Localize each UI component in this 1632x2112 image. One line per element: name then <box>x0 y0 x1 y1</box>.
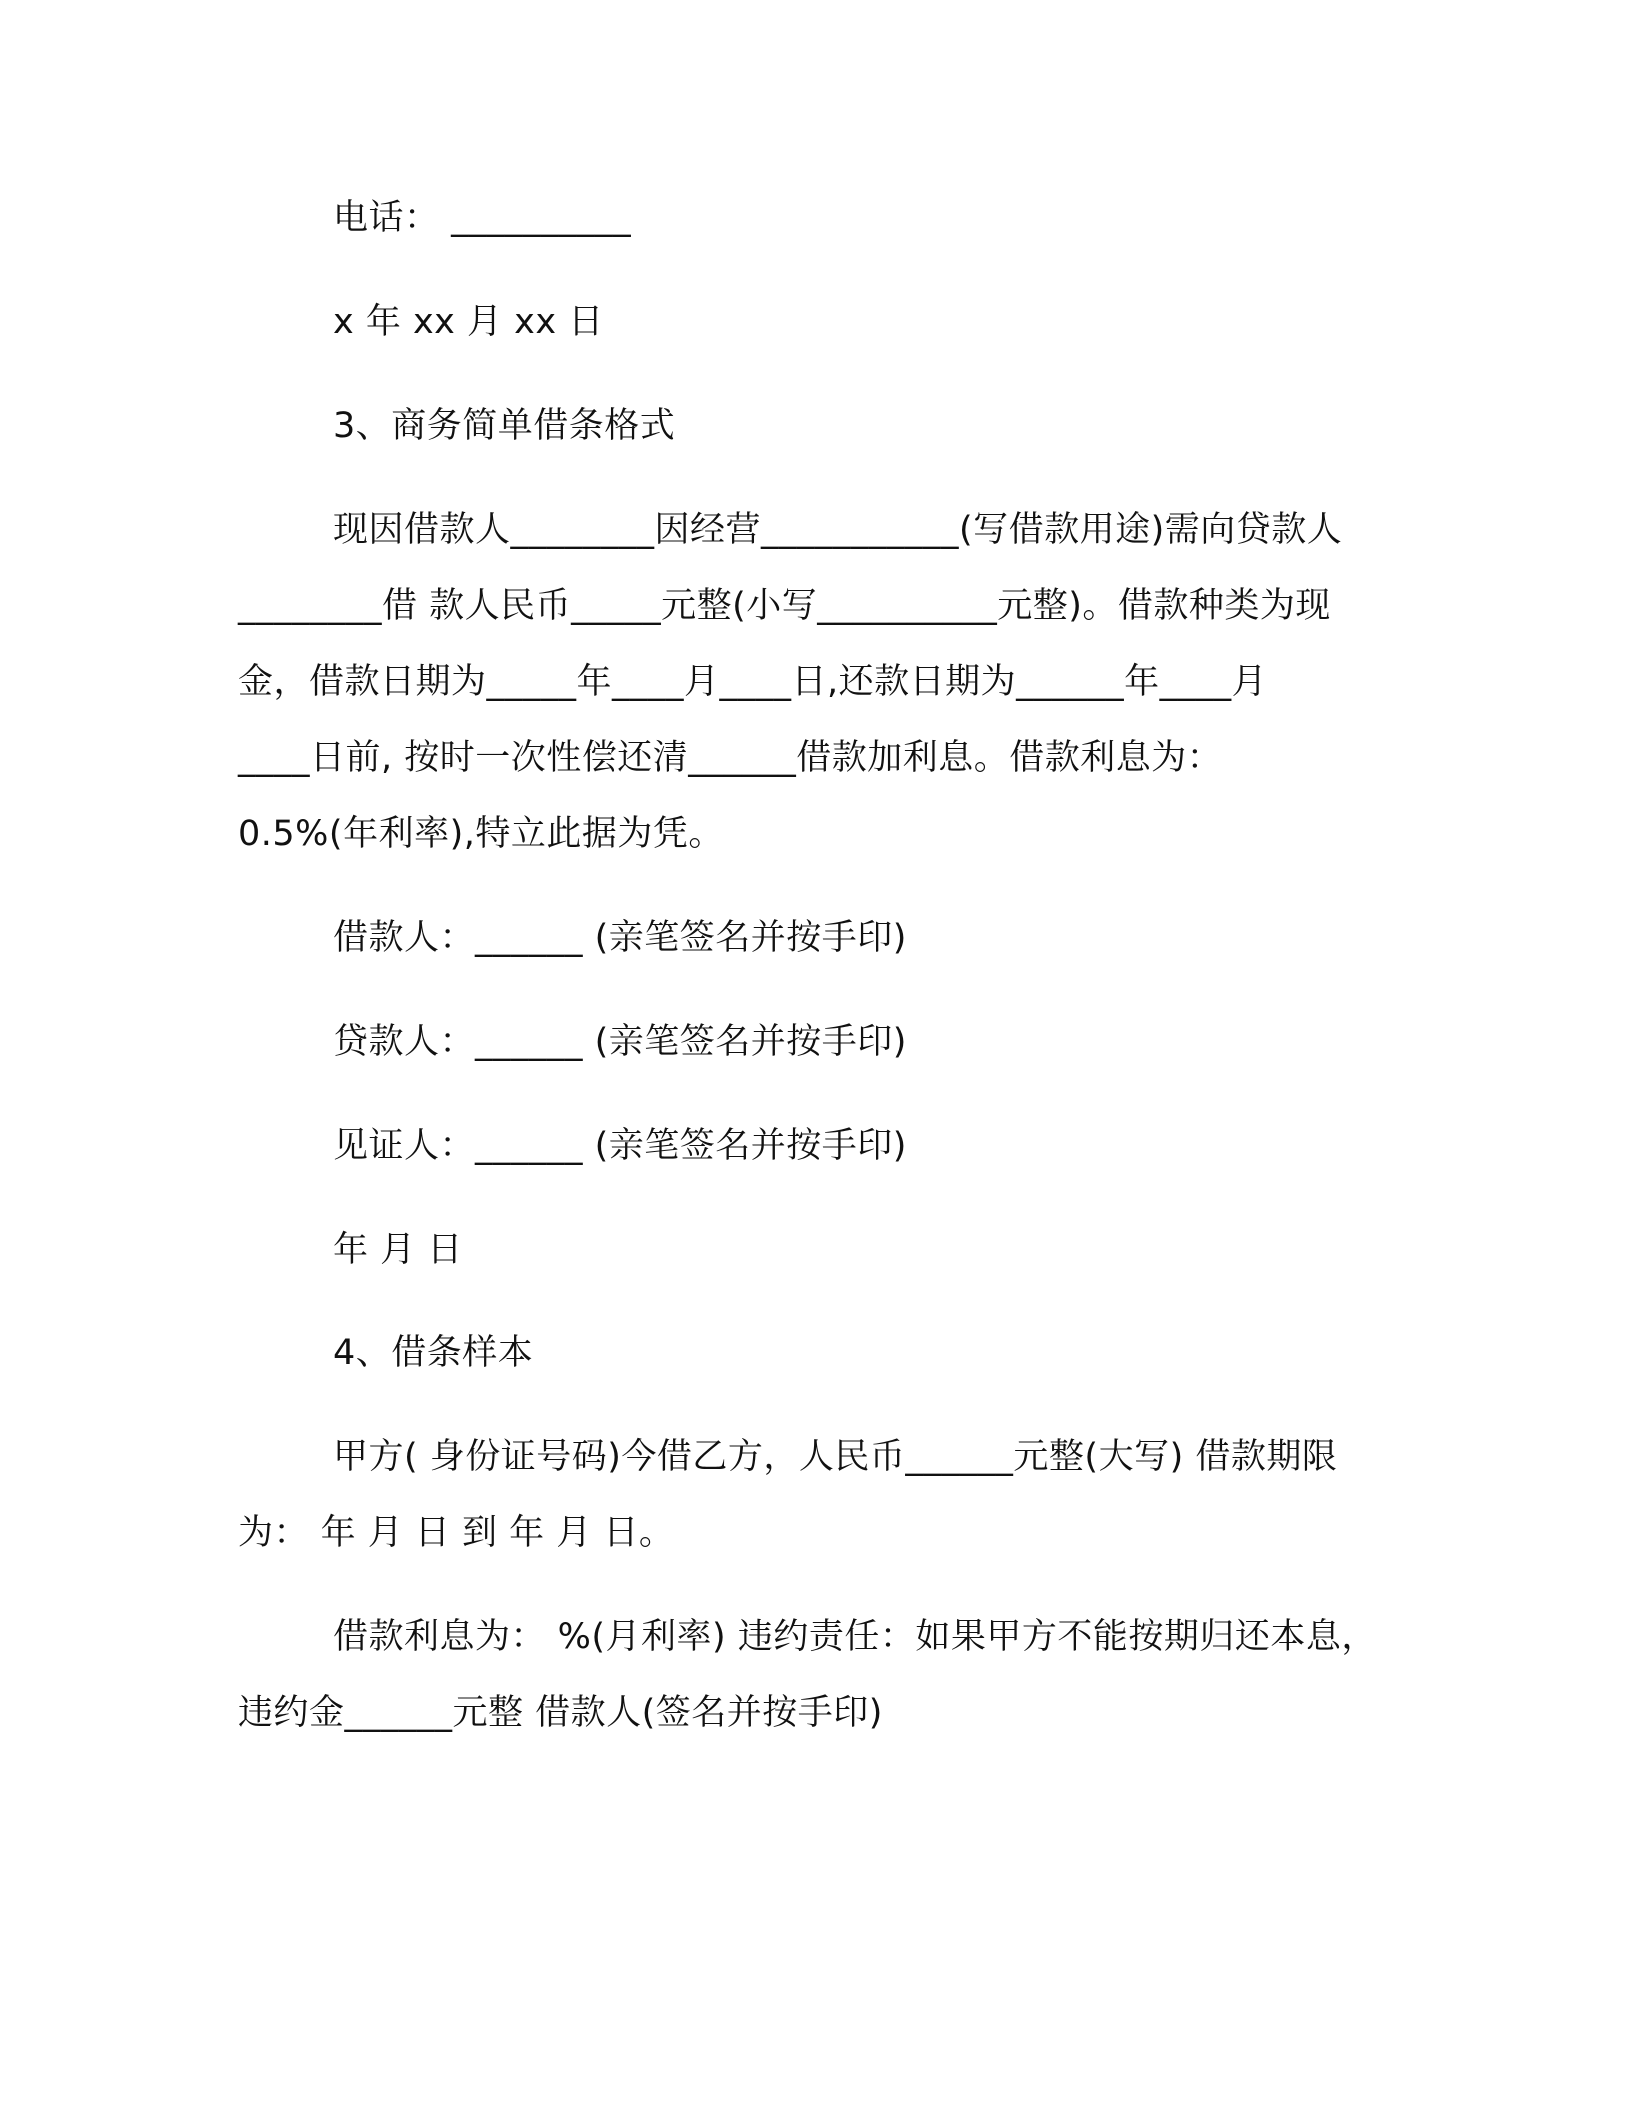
paragraph-line: 借款利息为： %(月利率) 违约责任：如果甲方不能按期归还本息， <box>333 1617 1377 1657</box>
lender-signature-line: 贷款人：______ (亲笔签名并按手印) <box>333 1022 907 1062</box>
phone-line: 电话： __________ <box>333 198 632 238</box>
date-placeholder-line: 年 月 日 <box>333 1230 463 1270</box>
paragraph-line: 为： 年 月 日 到 年 月 日。 <box>238 1513 675 1553</box>
paragraph-line: 现因借款人________因经营___________(写借款用途)需向贷款人 <box>333 510 1343 550</box>
section-heading-3: 3、商务简单借条格式 <box>333 406 676 446</box>
paragraph-line: 金，借款日期为_____年____月____日,还款日期为______年____月 <box>238 662 1268 702</box>
borrower-signature-line: 借款人：______ (亲笔签名并按手印) <box>333 918 907 958</box>
paragraph-line: ____日前, 按时一次性偿还清______借款加利息。借款利息为： <box>238 738 1223 778</box>
paragraph-line: 0.5%(年利率),特立此据为凭。 <box>238 814 724 854</box>
paragraph-line: ________借 款人民币_____元整(小写__________元整)。借款种类为现 <box>238 586 1331 626</box>
paragraph-line: 违约金______元整 借款人(签名并按手印) <box>238 1693 883 1733</box>
paragraph-line: 甲方( 身份证号码)今借乙方，人民币______元整(大写) 借款期限 <box>333 1437 1338 1477</box>
date-line: x 年 xx 月 xx 日 <box>333 302 604 342</box>
witness-signature-line: 见证人：______ (亲笔签名并按手印) <box>333 1126 907 1166</box>
section-heading-4: 4、借条样本 <box>333 1333 534 1373</box>
